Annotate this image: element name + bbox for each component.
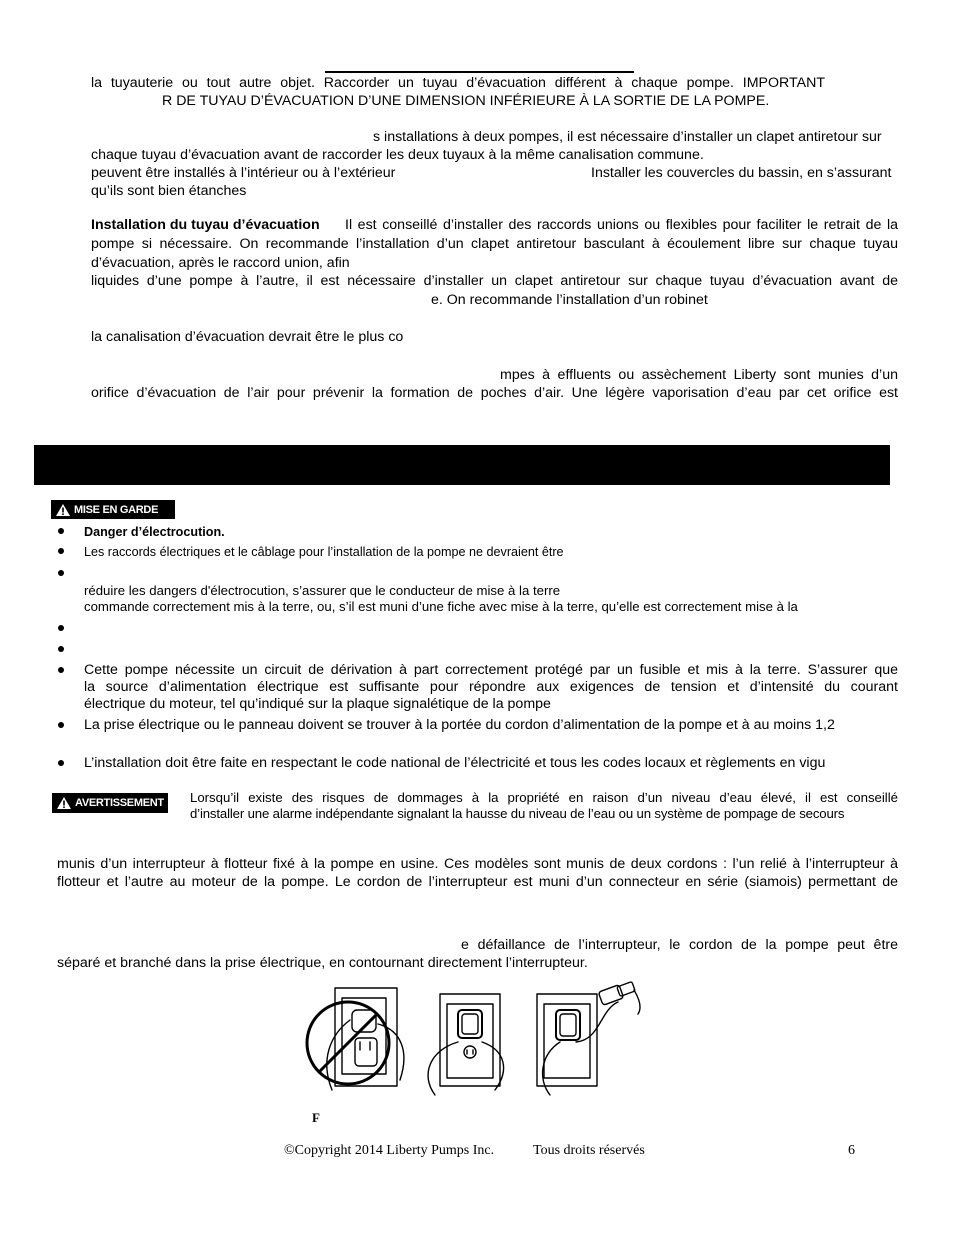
bullet-marker — [58, 760, 64, 766]
warning-badge — [52, 793, 168, 813]
prohibited-plug-panel — [307, 988, 404, 1090]
bullet-text: Danger d’électrocution. — [84, 525, 225, 539]
caution-badge-label: MISE EN GARDE — [74, 503, 159, 516]
direct-plug-panel — [537, 982, 640, 1095]
warning-text: Lorsqu’il existe des risques de dommages à la propriété en raison d’un niveau d’eau élevé, il est conseillé — [190, 790, 898, 805]
warning-triangle-icon — [56, 796, 72, 810]
caution-badge — [51, 500, 175, 519]
bullet-marker — [58, 667, 64, 673]
bullet-text: Les raccords électriques et le câblage pour l’installation de la pompe ne devraient être — [84, 545, 564, 559]
bullet-marker — [58, 646, 64, 652]
text-line: qu’ils sont bien étanches — [91, 183, 247, 199]
text-line: liquides d’une pompe à l’autre, il est nécessaire d’installer un clapet antiretour sur chaque tuyau d’évacuation avant de — [91, 273, 898, 289]
text-line: Il est conseillé d’installer des raccords unions ou flexibles pour faciliter le retrait de la — [345, 217, 898, 233]
warning-triangle-icon — [55, 503, 71, 517]
piggyback-plug-panel — [428, 994, 503, 1095]
bullet-text: Cette pompe nécessite un circuit de dérivation à part correctement protégé par un fusible et mis à la terre. S’assurer que — [84, 662, 898, 678]
text-line: pompe si nécessaire. On recommande l’installation d’un clapet antiretour basculant à écoulement libre sur chaque tuyau — [91, 236, 898, 252]
bullet-marker — [58, 722, 64, 728]
text-line: e. On recommande l’installation d’un robinet — [431, 292, 708, 308]
top-rule — [325, 71, 634, 73]
page-number: 6 — [848, 1143, 855, 1158]
text-line: peuvent être installés à l’intérieur ou à l’extérieur — [91, 165, 396, 181]
bullet-text: La prise électrique ou le panneau doivent se trouver à la portée du cordon d’alimentation de la pompe et à au moins 1,2 — [84, 717, 835, 733]
text-line: munis d’un interrupteur à flotteur fixé à la pompe en usine. Ces modèles sont munis de deux cordons : l’un relié à l’interrupteur à — [57, 856, 898, 872]
bullet-marker — [58, 528, 64, 534]
bullet-text: commande correctement mis à la terre, ou, s’il est muni d’une fiche avec mise à la terre, qu’elle est correctement mise à la — [84, 599, 798, 614]
text-line: R DE TUYAU D’ÉVACUATION D’UNE DIMENSION INFÉRIEURE À LA SORTIE DE LA POMPE. — [162, 93, 770, 109]
bullet-text: réduire les dangers d'électrocution, s’assurer que le conducteur de mise à la terre — [84, 583, 561, 598]
bullet-text: électrique du moteur, tel qu’indiqué sur la plaque signalétique de la pompe — [84, 696, 551, 712]
bullet-marker — [58, 548, 64, 554]
text-line: flotteur et l’autre au moteur de la pompe. Le cordon de l’interrupteur est muni d’un connecteur en série (siamois) permettant de — [57, 874, 898, 890]
warning-text: d’installer une alarme indépendante signalant la hausse du niveau de l’eau ou un système de pompage de secours — [190, 806, 845, 821]
text-line: séparé et branché dans la prise électrique, en contournant directement l’interrupteur. — [57, 955, 588, 971]
figure-caption: F — [312, 1110, 320, 1125]
text-line: orifice d’évacuation de l’air pour prévenir la formation de poches d’air. Une légère vaporisation d’eau par cet orifice est — [91, 385, 898, 401]
text-line: e défaillance de l’interrupteur, le cordon de la pompe peut être — [461, 937, 898, 953]
text-line: s installations à deux pompes, il est nécessaire d’installer un clapet antiretour sur — [373, 129, 882, 145]
footer-rights: Tous droits réservés — [533, 1143, 645, 1158]
section-banner — [34, 445, 890, 485]
footer-copyright: ©Copyright 2014 Liberty Pumps Inc. — [284, 1143, 495, 1158]
bullet-marker — [58, 570, 64, 576]
text-line: chaque tuyau d’évacuation avant de raccorder les deux tuyaux à la même canalisation commune. — [91, 147, 704, 163]
bullet-marker — [58, 625, 64, 631]
warning-badge-label: AVERTISSEMENT — [75, 797, 164, 809]
bullet-text: la source d’alimentation électrique est suffisante pour répondre aux exigences de tension et d’intensité du courant — [84, 679, 898, 695]
text-line: la canalisation d’évacuation devrait être le plus co — [91, 329, 404, 345]
text-line: Installer les couvercles du bassin, en s’assurant — [591, 165, 892, 181]
bullet-text: L’installation doit être faite en respectant le code national de l’électricité et tous les codes locaux et règlements en vigu — [84, 755, 826, 771]
plug-connection-illustration — [300, 980, 650, 1105]
text-line: la tuyauterie ou tout autre objet. Raccorder un tuyau d’évacuation différent à chaque pompe. IMPORTANT — [91, 75, 825, 91]
section-heading: Installation du tuyau d’évacuation — [91, 217, 320, 233]
text-line: mpes à effluents ou assèchement Liberty sont munies d’un — [500, 367, 898, 383]
text-line: d’évacuation, après le raccord union, afin — [91, 255, 350, 271]
